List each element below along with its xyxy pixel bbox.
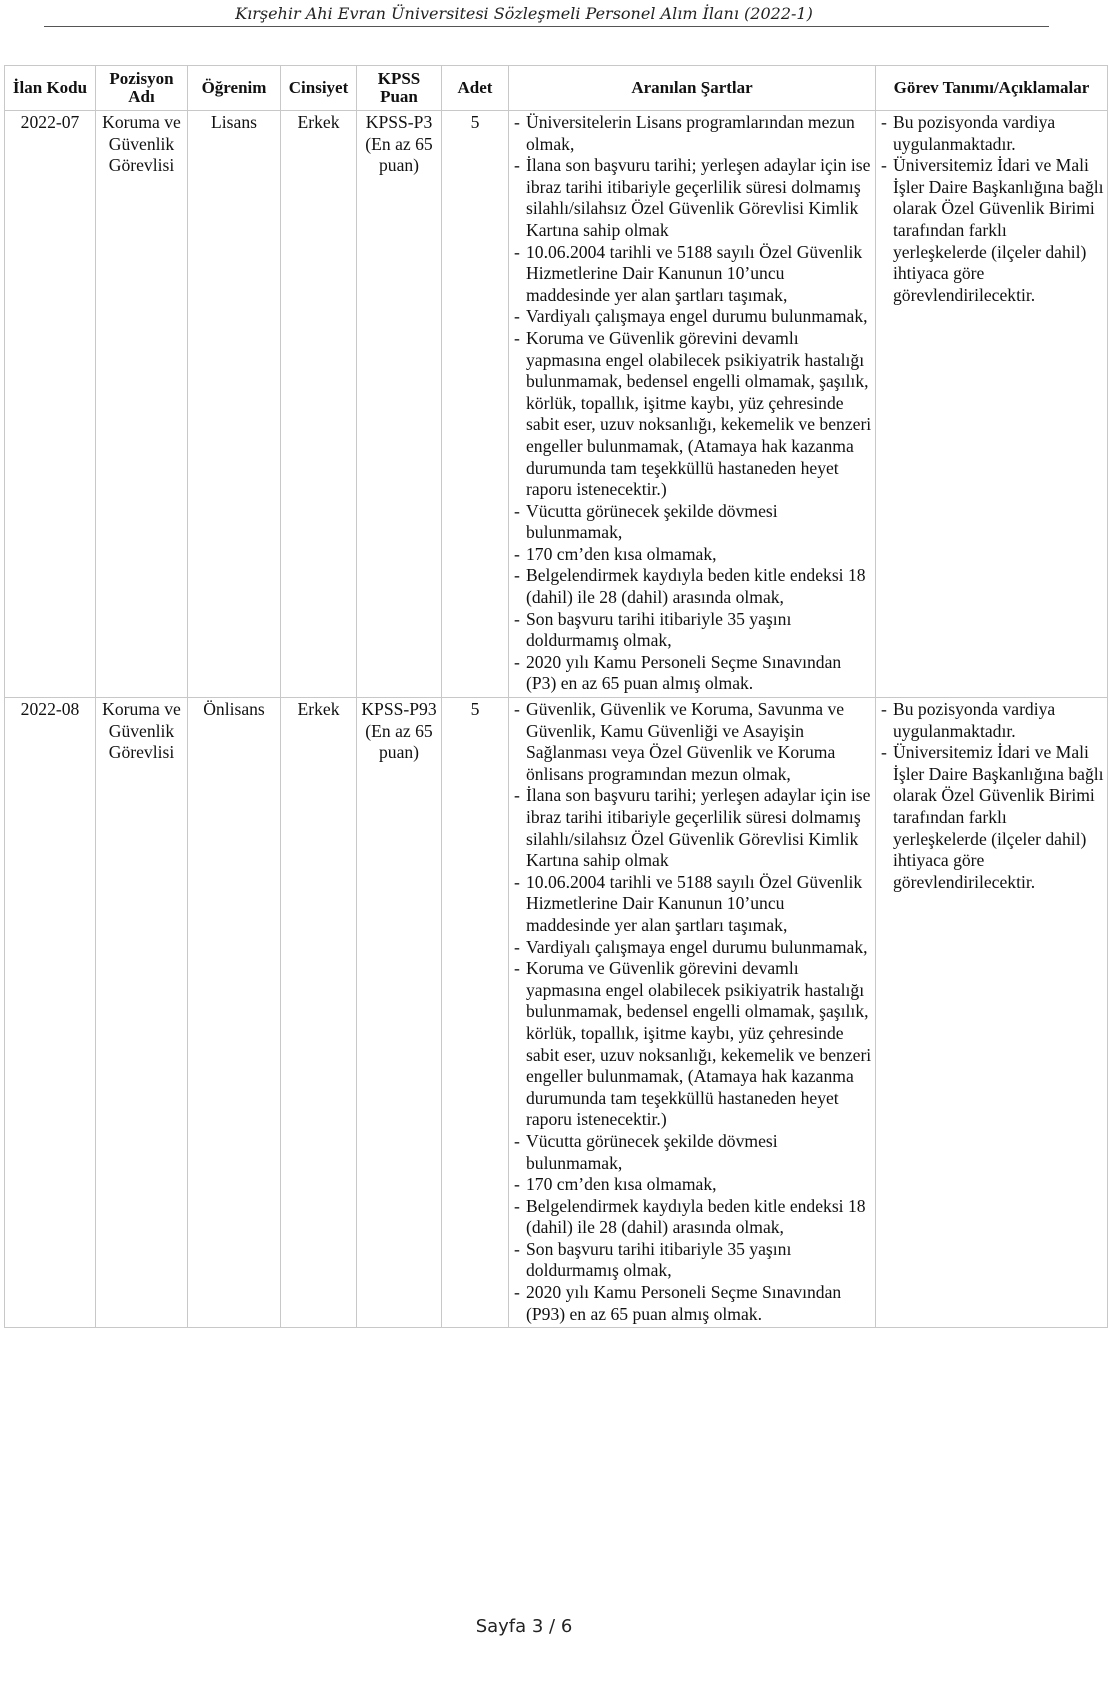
ilan-kodu-cell: 2022-07 xyxy=(5,111,96,698)
duty-item: - Bu pozisyonda vardiya uygulanmaktadır. xyxy=(879,699,1104,742)
requirement-item: - İlana son başvuru tarihi; yerleşen adaylar için ise ibraz tarihi itibariyle geçerlilik süresi dolmamış silahlı/silahsız Özel Güvenlik Görevlisi Kimlik Kartına sahip olmak xyxy=(512,155,872,241)
table-header-row xyxy=(5,66,1108,111)
requirement-item: - Son başvuru tarihi itibariyle 35 yaşını doldurmamış olmak, xyxy=(512,609,872,652)
column-header-gorev: Görev Tanımı/Açıklamalar xyxy=(876,66,1108,111)
job-listing-table xyxy=(4,65,1108,1328)
duty-item: - Üniversitemiz İdari ve Mali İşler Daire Başkanlığına bağlı olarak Özel Güvenlik Birimi tarafından farklı yerleşkelerde (ilçeler dahil) ihtiyaca göre görevlendirilecektir. xyxy=(879,742,1104,893)
ogrenim-cell: Lisans xyxy=(188,111,281,698)
requirement-item: - 10.06.2004 tarihli ve 5188 sayılı Özel Güvenlik Hizmetlerine Dair Kanunun 10’uncu maddesinde yer alan şartları taşımak, xyxy=(512,872,872,937)
kpss-cell: KPSS-P3 (En az 65 puan) xyxy=(357,111,442,698)
ilan-kodu-cell: 2022-08 xyxy=(5,698,96,1328)
requirement-item: - Belgelendirmek kaydıyla beden kitle endeksi 18 (dahil) ile 28 (dahil) arasında olmak, xyxy=(512,1196,872,1239)
requirement-item: - Vücutta görünecek şekilde dövmesi bulunmamak, xyxy=(512,501,872,544)
requirement-item: - 170 cm’den kısa olmamak, xyxy=(512,1174,872,1196)
kpss-cell: KPSS-P93 (En az 65 puan) xyxy=(357,698,442,1328)
requirement-item: - Vücutta görünecek şekilde dövmesi bulunmamak, xyxy=(512,1131,872,1174)
gorev-cell xyxy=(876,698,1108,1328)
requirement-item: - İlana son başvuru tarihi; yerleşen adaylar için ise ibraz tarihi itibariyle geçerlilik süresi dolmamış silahlı/silahsız Özel Güvenlik Görevlisi Kimlik Kartına sahip olmak xyxy=(512,785,872,871)
requirement-item: - Koruma ve Güvenlik görevini devamlı yapmasına engel olabilecek psikiyatrik hastalığı bulunmamak, bedensel engelli olmamak, şaşılık, körlük, topallık, işitme kaybı, yüz çehresinde sabit eser, uzuv noksanlığı, kekemelik ve benzeri engeller bulunmamak, (Atamaya hak kazanma durumunda tam teşekküllü hastaneden heyet raporu istenecektir.) xyxy=(512,328,872,501)
requirement-item: - Vardiyalı çalışmaya engel durumu bulunmamak, xyxy=(512,937,872,959)
table-row xyxy=(5,111,1108,698)
pozisyon-cell: Koruma ve Güvenlik Görevlisi xyxy=(96,698,188,1328)
column-header-ogrenim: Öğrenim xyxy=(188,66,281,111)
requirement-item: - Vardiyalı çalışmaya engel durumu bulunmamak, xyxy=(512,306,872,328)
requirements-list xyxy=(512,112,872,695)
page-number: Sayfa 3 / 6 xyxy=(475,1616,573,1637)
requirement-item: - 170 cm’den kısa olmamak, xyxy=(512,544,872,566)
sartlar-cell xyxy=(509,111,876,698)
adet-cell: 5 xyxy=(442,111,509,698)
pozisyon-cell: Koruma ve Güvenlik Görevlisi xyxy=(96,111,188,698)
requirement-item: - Üniversitelerin Lisans programlarından mezun olmak, xyxy=(512,112,872,155)
requirement-item: - Güvenlik, Güvenlik ve Koruma, Savunma ve Güvenlik, Kamu Güvenliği ve Asayişin Sağlanması veya Özel Güvenlik ve Koruma önlisans programından mezun olmak, xyxy=(512,699,872,785)
column-header-pozisyon: Pozisyon Adı xyxy=(96,66,188,111)
duty-item: - Bu pozisyonda vardiya uygulanmaktadır. xyxy=(879,112,1104,155)
requirement-item: - Son başvuru tarihi itibariyle 35 yaşını doldurmamış olmak, xyxy=(512,1239,872,1282)
cinsiyet-cell: Erkek xyxy=(281,698,357,1328)
ogrenim-cell: Önlisans xyxy=(188,698,281,1328)
column-header-cinsiyet: Cinsiyet xyxy=(281,66,357,111)
requirement-item: - Koruma ve Güvenlik görevini devamlı yapmasına engel olabilecek psikiyatrik hastalığı bulunmamak, bedensel engelli olmamak, şaşılık, körlük, topallık, işitme kaybı, yüz çehresinde sabit eser, uzuv noksanlığı, kekemelik ve benzeri engeller bulunmamak, (Atamaya hak kazanma durumunda tam teşekküllü hastaneden heyet raporu istenecektir.) xyxy=(512,958,872,1131)
gorev-cell xyxy=(876,111,1108,698)
column-header-sartlar: Aranılan Şartlar xyxy=(509,66,876,111)
requirement-item: - 2020 yılı Kamu Personeli Seçme Sınavından (P3) en az 65 puan almış olmak. xyxy=(512,652,872,695)
requirements-list xyxy=(512,699,872,1325)
adet-cell: 5 xyxy=(442,698,509,1328)
table-row xyxy=(5,698,1108,1328)
requirement-item: - 2020 yılı Kamu Personeli Seçme Sınavından (P93) en az 65 puan almış olmak. xyxy=(512,1282,872,1325)
column-header-ilan-kodu: İlan Kodu xyxy=(5,66,96,111)
requirement-item: - 10.06.2004 tarihli ve 5188 sayılı Özel Güvenlik Hizmetlerine Dair Kanunun 10’uncu maddesinde yer alan şartları taşımak, xyxy=(512,242,872,307)
column-header-adet: Adet xyxy=(442,66,509,111)
cinsiyet-cell: Erkek xyxy=(281,111,357,698)
duty-list xyxy=(879,699,1104,893)
header-rule xyxy=(44,26,1049,27)
duty-item: - Üniversitemiz İdari ve Mali İşler Daire Başkanlığına bağlı olarak Özel Güvenlik Birimi tarafından farklı yerleşkelerde (ilçeler dahil) ihtiyaca göre görevlendirilecektir. xyxy=(879,155,1104,306)
requirement-item: - Belgelendirmek kaydıyla beden kitle endeksi 18 (dahil) ile 28 (dahil) arasında olmak, xyxy=(512,565,872,608)
column-header-kpss: KPSS Puan xyxy=(357,66,442,111)
page-header: Kırşehir Ahi Evran Üniversitesi Sözleşmeli Personel Alım İlanı (2022-1) xyxy=(235,4,813,23)
duty-list xyxy=(879,112,1104,306)
sartlar-cell xyxy=(509,698,876,1328)
